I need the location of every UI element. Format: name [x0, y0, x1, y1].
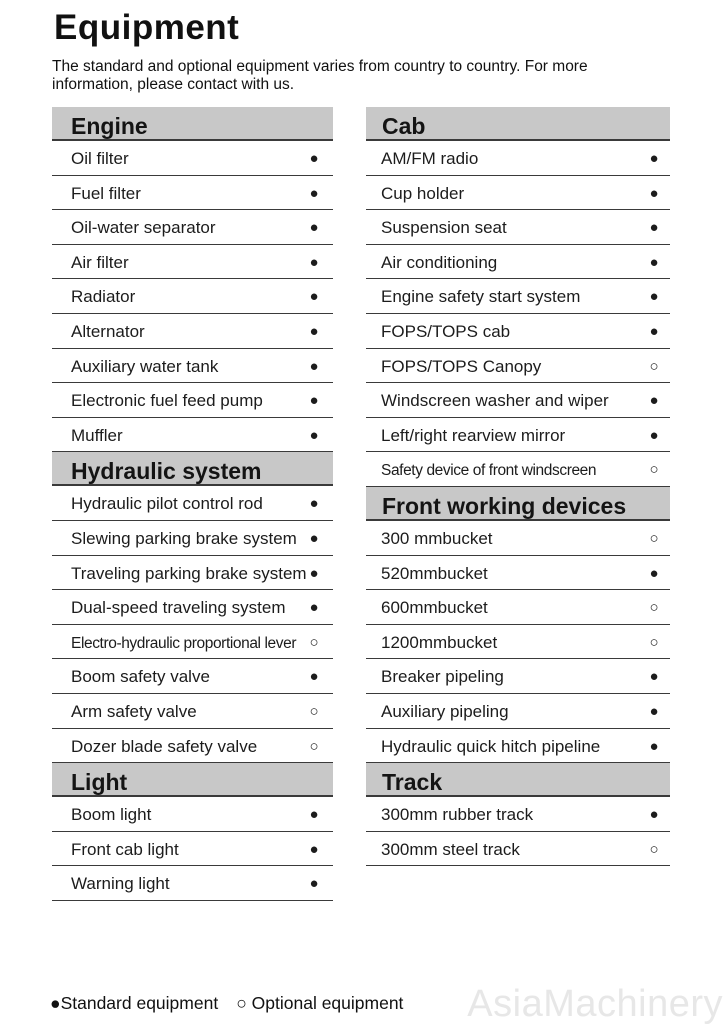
- equipment-label: Dozer blade safety valve: [71, 736, 258, 756]
- standard-symbol: ●: [50, 993, 61, 1013]
- equipment-label: Engine safety start system: [381, 287, 581, 307]
- equipment-label: Hydraulic pilot control rod: [71, 494, 263, 514]
- equipment-row: [52, 832, 333, 867]
- equipment-label: 300 mmbucket: [381, 528, 493, 548]
- equipment-label: Safety device of front windscreen: [381, 462, 597, 480]
- standard-dot-icon: ●: [309, 288, 319, 306]
- legend: [50, 993, 403, 1014]
- optional-circle-icon: ○: [649, 599, 659, 617]
- equipment-label: Electro-hydraulic proportional lever: [71, 634, 297, 652]
- equipment-row: [366, 418, 670, 453]
- equipment-row: [52, 556, 333, 591]
- equipment-label: Front cab light: [71, 839, 179, 859]
- equipment-label: Boom light: [71, 805, 152, 825]
- equipment-row: [52, 590, 333, 625]
- equipment-label: 300mm steel track: [381, 839, 520, 859]
- section-header: Front working devices: [366, 487, 670, 521]
- equipment-label: AM/FM radio: [381, 149, 479, 168]
- standard-dot-icon: ●: [309, 322, 319, 340]
- standard-dot-icon: ●: [309, 357, 319, 375]
- optional-legend-label: Optional equipment: [251, 993, 404, 1013]
- equipment-label: 1200mmbucket: [381, 632, 498, 652]
- equipment-label: Alternator: [71, 321, 145, 341]
- equipment-label: Slewing parking brake system: [71, 528, 297, 548]
- equipment-label: Suspension seat: [381, 218, 507, 238]
- equipment-row: [52, 383, 333, 418]
- equipment-label: Air filter: [71, 252, 129, 272]
- equipment-label: Left/right rearview mirror: [381, 425, 566, 445]
- equipment-row: [366, 383, 670, 418]
- standard-dot-icon: ●: [649, 150, 659, 167]
- equipment-label: Breaker pipeling: [381, 667, 504, 687]
- left-column: [52, 107, 333, 901]
- standard-dot-icon: ●: [309, 219, 319, 237]
- equipment-row: [52, 797, 333, 832]
- equipment-label: Oil filter: [71, 149, 129, 168]
- intro-text: The standard and optional equipment varies from country to country. For more information, please contact with us.: [52, 58, 588, 93]
- equipment-label: FOPS/TOPS cab: [381, 321, 511, 341]
- equipment-label: 520mmbucket: [381, 563, 488, 583]
- equipment-row: [366, 556, 670, 591]
- section-track: [366, 763, 670, 866]
- equipment-row: [366, 245, 670, 280]
- equipment-label: 600mmbucket: [381, 598, 488, 618]
- right-column: [366, 107, 670, 866]
- equipment-row: [52, 486, 333, 521]
- section-engine: [52, 107, 333, 452]
- standard-dot-icon: ●: [649, 668, 659, 686]
- equipment-row: [366, 176, 670, 211]
- equipment-row: [52, 659, 333, 694]
- standard-dot-icon: ●: [649, 322, 659, 340]
- standard-dot-icon: ●: [309, 150, 319, 167]
- equipment-label: Traveling parking brake system: [71, 563, 307, 583]
- standard-dot-icon: ●: [309, 426, 319, 444]
- standard-dot-icon: ●: [649, 219, 659, 237]
- equipment-label: FOPS/TOPS Canopy: [381, 356, 542, 376]
- equipment-row: [52, 729, 333, 764]
- equipment-row: [52, 279, 333, 314]
- equipment-row: [52, 418, 333, 453]
- standard-dot-icon: ●: [309, 529, 319, 547]
- optional-circle-icon: ○: [309, 633, 319, 651]
- equipment-row: [52, 694, 333, 729]
- equipment-row: [366, 279, 670, 314]
- equipment-label: Windscreen washer and wiper: [381, 391, 609, 411]
- standard-dot-icon: ●: [309, 495, 319, 513]
- equipment-row: [366, 659, 670, 694]
- standard-dot-icon: ●: [309, 564, 319, 582]
- equipment-row: [366, 452, 670, 487]
- equipment-row: [52, 866, 333, 901]
- equipment-row: [52, 141, 333, 176]
- standard-dot-icon: ●: [309, 184, 319, 202]
- equipment-row: [52, 176, 333, 211]
- standard-dot-icon: ●: [649, 426, 659, 444]
- equipment-row: [366, 625, 670, 660]
- equipment-label: Muffler: [71, 425, 123, 445]
- equipment-row: [366, 521, 670, 556]
- section-header: Light: [52, 763, 333, 797]
- section-front-working-devices: [366, 487, 670, 763]
- standard-dot-icon: ●: [649, 253, 659, 271]
- standard-legend-label: Standard equipment: [60, 993, 219, 1013]
- equipment-label: Arm safety valve: [71, 701, 197, 721]
- standard-dot-icon: ●: [649, 702, 659, 720]
- optional-symbol: ○: [236, 993, 247, 1013]
- section-light: [52, 763, 333, 901]
- equipment-row: [52, 349, 333, 384]
- equipment-label: Dual-speed traveling system: [71, 598, 286, 618]
- equipment-row: [366, 797, 670, 832]
- equipment-row: [366, 832, 670, 867]
- standard-dot-icon: ●: [309, 668, 319, 686]
- equipment-row: [52, 521, 333, 556]
- equipment-row: [52, 314, 333, 349]
- equipment-row: [52, 245, 333, 280]
- section-header: Cab: [366, 107, 670, 141]
- section-header: Track: [366, 763, 670, 797]
- equipment-row: [366, 141, 670, 176]
- equipment-row: [366, 694, 670, 729]
- standard-dot-icon: ●: [309, 806, 319, 824]
- standard-dot-icon: ●: [309, 599, 319, 617]
- optional-circle-icon: ○: [309, 737, 319, 755]
- watermark: AsiaMachinery: [467, 983, 723, 1025]
- standard-dot-icon: ●: [649, 288, 659, 306]
- equipment-label: Fuel filter: [71, 183, 141, 203]
- optional-circle-icon: ○: [649, 357, 659, 375]
- section-hydraulic-system: [52, 452, 333, 763]
- page-title: Equipment: [54, 8, 240, 47]
- standard-dot-icon: ●: [309, 392, 319, 410]
- standard-dot-icon: ●: [649, 806, 659, 824]
- optional-circle-icon: ○: [649, 633, 659, 651]
- equipment-label: Boom safety valve: [71, 667, 210, 687]
- equipment-label: Cup holder: [381, 183, 465, 203]
- equipment-label: Oil-water separator: [71, 218, 216, 238]
- optional-circle-icon: ○: [649, 840, 659, 858]
- equipment-label: Air conditioning: [381, 252, 498, 272]
- standard-dot-icon: ●: [649, 184, 659, 202]
- section-cab: [366, 107, 670, 487]
- standard-dot-icon: ●: [309, 253, 319, 271]
- equipment-label: Warning light: [71, 874, 170, 894]
- equipment-row: [366, 590, 670, 625]
- equipment-label: Radiator: [71, 287, 136, 307]
- optional-circle-icon: ○: [649, 529, 659, 547]
- equipment-row: [366, 314, 670, 349]
- equipment-row: [366, 210, 670, 245]
- standard-dot-icon: ●: [309, 840, 319, 858]
- equipment-label: Auxiliary water tank: [71, 356, 219, 376]
- optional-circle-icon: ○: [649, 461, 659, 479]
- equipment-label: Electronic fuel feed pump: [71, 391, 263, 411]
- optional-circle-icon: ○: [309, 702, 319, 720]
- standard-dot-icon: ●: [309, 875, 319, 893]
- standard-dot-icon: ●: [649, 392, 659, 410]
- equipment-label: Auxiliary pipeling: [381, 701, 509, 721]
- section-header: Hydraulic system: [52, 452, 333, 486]
- section-header: Engine: [52, 107, 333, 141]
- standard-dot-icon: ●: [649, 737, 659, 755]
- equipment-label: 300mm rubber track: [381, 805, 534, 825]
- equipment-label: Hydraulic quick hitch pipeline: [381, 736, 601, 756]
- equipment-row: [52, 210, 333, 245]
- equipment-row: [52, 625, 333, 660]
- equipment-row: [366, 729, 670, 764]
- equipment-row: [366, 349, 670, 384]
- standard-dot-icon: ●: [649, 564, 659, 582]
